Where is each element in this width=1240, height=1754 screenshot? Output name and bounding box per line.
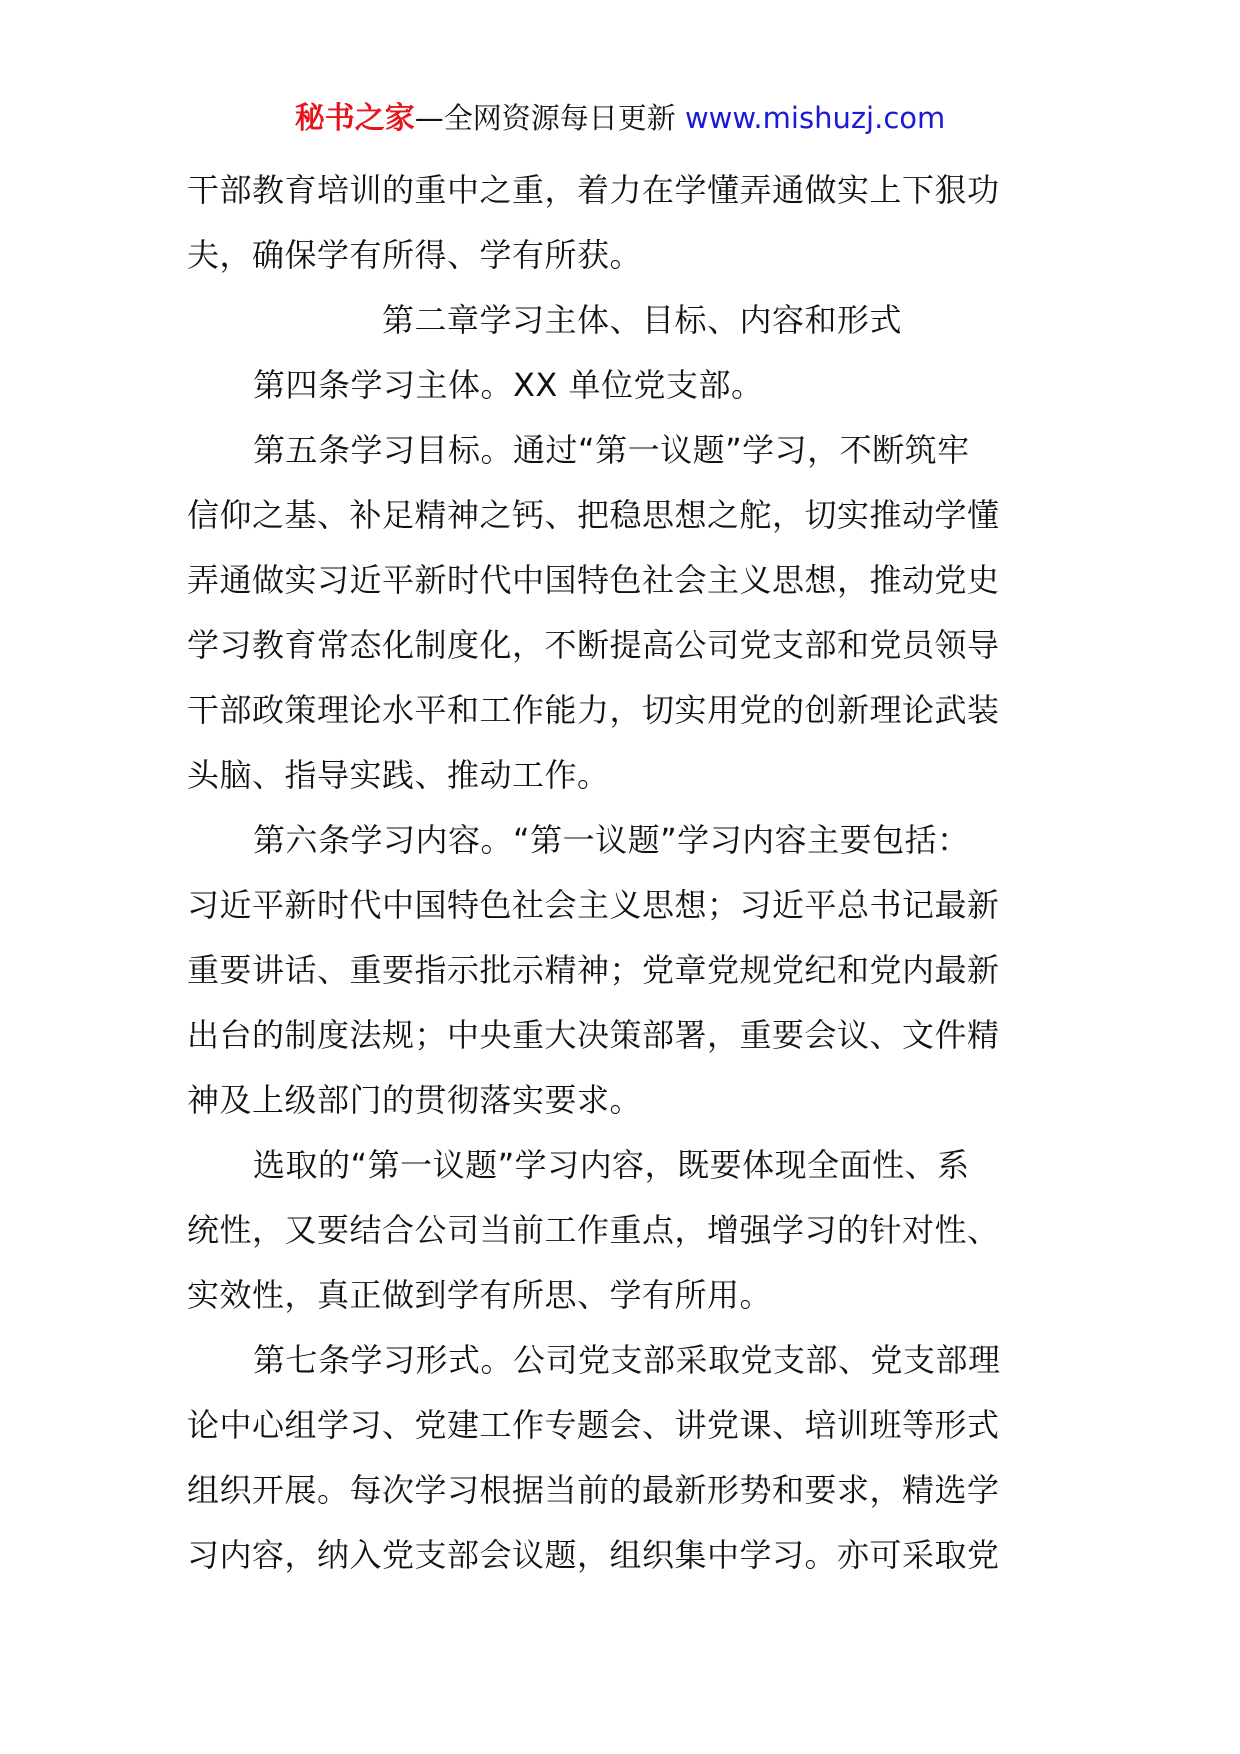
paragraph-start: 第五条学习目标。通过“第一议题”学习，不断筑牢 bbox=[253, 431, 970, 469]
paragraph-start: 第七条学习形式。公司党支部采取党支部、党支部理 bbox=[253, 1341, 1001, 1379]
paragraph-start: 第六条学习内容。“第一议题”学习内容主要包括： bbox=[253, 821, 970, 859]
text-line: 干部教育培训的重中之重，着力在学懂弄通做实上下狠功 bbox=[187, 171, 1000, 209]
text-line: 弄通做实习近平新时代中国特色社会主义思想，推动党史 bbox=[187, 561, 1000, 599]
text-line: 统性，又要结合公司当前工作重点，增强学习的针对性、 bbox=[187, 1211, 1000, 1249]
text-line: 出台的制度法规；中央重大决策部署，重要会议、文件精 bbox=[187, 1016, 1000, 1054]
text-line: 头脑、指导实践、推动工作。 bbox=[187, 756, 610, 794]
text-line: 习内容，纳入党支部会议题，组织集中学习。亦可采取党 bbox=[187, 1536, 1000, 1574]
paragraph-start: 第四条学习主体。XX 单位党支部。 bbox=[253, 366, 764, 404]
text-line: 组织开展。每次学习根据当前的最新形势和要求，精选学 bbox=[187, 1471, 1000, 1509]
website-link[interactable]: www.mishuzj.com bbox=[684, 101, 946, 135]
text-line: 神及上级部门的贯彻落实要求。 bbox=[187, 1081, 643, 1119]
text-line: 论中心组学习、党建工作专题会、讲党课、培训班等形式 bbox=[187, 1406, 1000, 1444]
text-line: 重要讲话、重要指示批示精神；党章党规党纪和党内最新 bbox=[187, 951, 1000, 989]
document-body bbox=[187, 158, 1057, 1588]
text-line: 习近平新时代中国特色社会主义思想；习近平总书记最新 bbox=[187, 886, 1000, 924]
text-line: 夫，确保学有所得、学有所获。 bbox=[187, 236, 643, 274]
paragraph-start: 选取的“第一议题”学习内容，既要体现全面性、系 bbox=[253, 1146, 970, 1184]
text-line: 干部政策理论水平和工作能力，切实用党的创新理论武装 bbox=[187, 691, 1000, 729]
chapter-heading: 第二章学习主体、目标、内容和形式 bbox=[381, 301, 902, 339]
header-tagline: —全网资源每日更新 bbox=[414, 101, 685, 135]
text-line: 实效性，真正做到学有所思、学有所用。 bbox=[187, 1276, 773, 1314]
text-line: 学习教育常态化制度化，不断提高公司党支部和党员领导 bbox=[187, 626, 1000, 664]
page-header bbox=[0, 98, 1240, 139]
text-line: 信仰之基、补足精神之钙、把稳思想之舵，切实推动学懂 bbox=[187, 496, 1000, 534]
brand-name: 秘书之家 bbox=[294, 101, 415, 136]
